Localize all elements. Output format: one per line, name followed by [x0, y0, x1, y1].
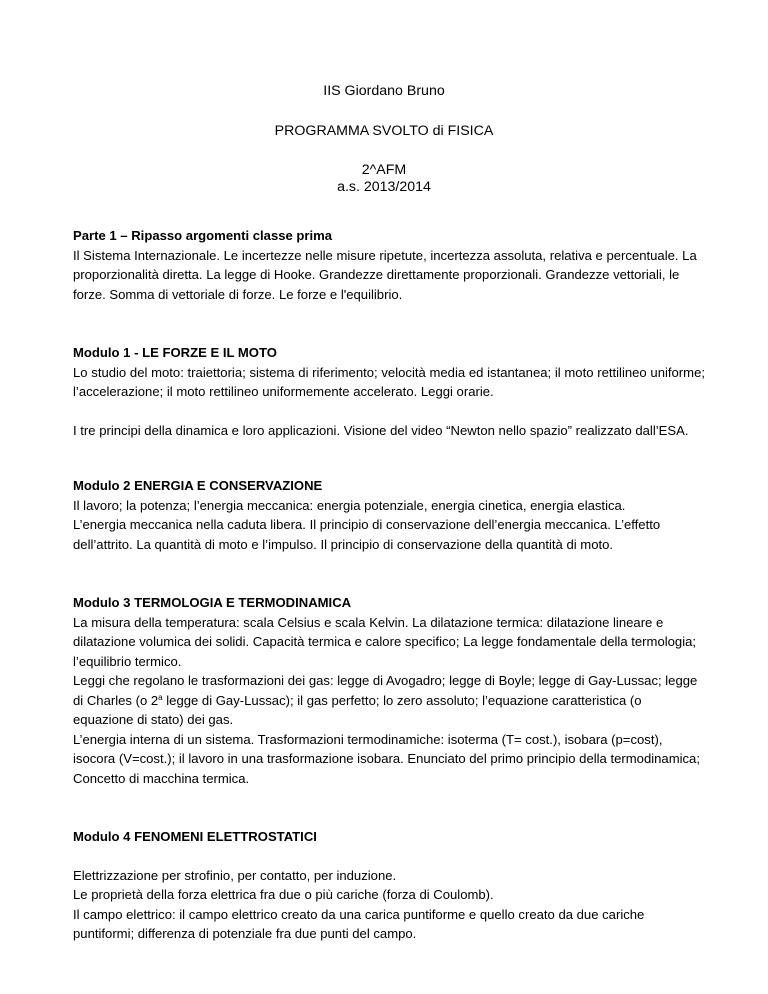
section-title: Modulo 3 TERMOLOGIA E TERMODINAMICA: [73, 595, 352, 610]
section-parte1: [73, 226, 705, 304]
superscript: a: [158, 692, 163, 702]
section-title: Modulo 1 - LE FORZE E IL MOTO: [73, 345, 277, 360]
paragraph: I tre principi della dinamica e loro applicazioni. Visione del video “Newton nello spazio” realizzato dall’ESA.: [73, 422, 689, 438]
section-title: Parte 1 – Ripasso argomenti classe prima: [73, 228, 333, 243]
section-title: Modulo 2 ENERGIA E CONSERVAZIONE: [73, 478, 323, 493]
paragraph-part: legge di Gay-Lussac); il gas perfetto; lo zero assoluto; l’equazione caratteristica (o equazione di stato) dei gas.: [73, 692, 642, 727]
section-modulo4: [73, 827, 705, 944]
paragraph: L’energia interna di un sistema. Trasformazioni termodinamiche: isoterma (T= cost.), isobara (p=cost), isocora (V=cost.); il lavoro in una trasformazione isobara. Enunciato del primo principio della termodinamica; Concetto di macchina termica.: [73, 731, 700, 786]
paragraph: L’energia meccanica nella caduta libera. Il principio di conservazione dell’energia meccanica. L’effetto dell’attrito. La quantità di moto e l’impulso. Il principio di conservazione della quantità di moto.: [73, 517, 661, 552]
paragraph: Il lavoro; la potenza; l’energia meccanica: energia potenziale, energia cinetica, energia elastica.: [73, 497, 626, 513]
paragraph: [73, 671, 705, 730]
paragraph: La misura della temperatura: scala Celsius e scala Kelvin. La dilatazione termica: dilatazione lineare e dilatazione volumica dei solidi. Capacità termica e calore specifico; La legge fondamentale della termologia; l’equilibrio termico.: [73, 614, 697, 669]
section-modulo2: [73, 476, 705, 554]
class-label: 2^AFM: [361, 162, 407, 178]
school-name: IIS Giordano Bruno: [323, 83, 445, 99]
section-title: Modulo 4 FENOMENI ELETTROSTATICI: [73, 829, 317, 844]
document-title: PROGRAMMA SVOLTO di FISICA: [274, 123, 494, 139]
paragraph: Il Sistema Internazionale. Le incertezze nelle misure ripetute, incertezza assoluta, relativa e percentuale. La proporzionalità diretta. La legge di Hooke. Grandezze direttamente proporzionali. Grandezze vettoriali, le forze. Somma di vettoriale di forze. Le forze e l'equilibrio.: [73, 247, 697, 302]
paragraph: Lo studio del moto: traiettoria; sistema di riferimento; velocità media ed istantanea; il moto rettilineo uniforme; l’accelerazione; il moto rettilineo uniformemente accelerato. Leggi orarie.: [73, 364, 705, 399]
paragraph: Il campo elettrico: il campo elettrico creato da una carica puntiforme e quello creato da due cariche puntiformi; differenza di potenziale fra due punti del campo.: [73, 906, 645, 941]
document-body: [73, 226, 705, 944]
school-year: a.s. 2013/2014: [337, 179, 431, 195]
section-modulo1: [73, 343, 705, 440]
paragraph: Elettrizzazione per strofinio, per contatto, per induzione.: [73, 867, 397, 883]
paragraph: Le proprietà della forza elettrica fra due o più cariche (forza di Coulomb).: [73, 887, 494, 902]
paragraph-part: Leggi che regolano le trasformazioni dei gas: legge di Avogadro; legge di Boyle; legge di Gay-Lussac; legge di Charles (o 2: [73, 673, 698, 708]
section-modulo3: [73, 593, 705, 788]
